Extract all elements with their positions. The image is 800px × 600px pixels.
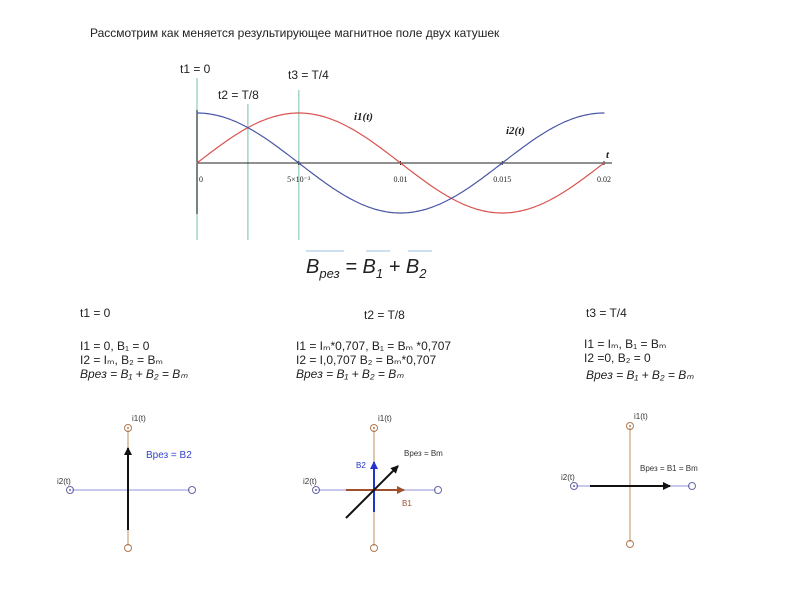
- case2-line2: I2 = I,0,707 B₂ = Bₘ*0,707: [296, 353, 437, 367]
- b-res-vector: [346, 466, 398, 518]
- series-label-i1: i1(t): [354, 111, 373, 123]
- b2-label: B2: [356, 461, 366, 470]
- case1-heading: t1 = 0: [80, 306, 111, 320]
- diagram-t3: [561, 412, 698, 548]
- formula-sub-res: рез: [319, 266, 340, 281]
- case2-line1: I1 = Iₘ*0,707, B₁ = Bₘ *0,707: [296, 339, 452, 353]
- x-tick-label: 5×10⁻³: [287, 175, 311, 184]
- page-title: Рассмотрим как меняется результирующее магнитное поле двух катушек: [90, 26, 500, 40]
- case1-line2: I2 = Iₘ, B₂ = Bₘ: [80, 353, 163, 367]
- x-tick-label: 0: [199, 175, 203, 184]
- case3-line2: I2 =0, B₂ = 0: [584, 351, 651, 365]
- axis-label-i2: i2(t): [561, 473, 575, 482]
- formula-plus: + B: [383, 256, 420, 278]
- x-tick-label: 0.01: [393, 175, 408, 184]
- case2-line3: Bрез = B₁ + B₂ = Bₘ: [296, 367, 404, 381]
- formula-sub-1: 1: [375, 266, 384, 281]
- case3-heading: t3 = T/4: [586, 306, 627, 320]
- vector-label: Bрез = Bm: [404, 449, 443, 458]
- case3-line1: I1 = Iₘ, B₁ = Bₘ: [584, 337, 667, 351]
- formula-eq: = B: [339, 256, 376, 278]
- x-tick-label: 0.015: [493, 175, 512, 184]
- x-tick-label: 0.02: [597, 175, 611, 184]
- time-mark-t2: t2 = T/8: [218, 88, 259, 102]
- vector-label: Врез = В2: [146, 450, 192, 461]
- time-mark-t1: t1 = 0: [180, 62, 211, 76]
- diagram-t1: [57, 414, 196, 552]
- time-mark-t3: t3 = T/4: [288, 68, 329, 82]
- case1-line1: I1 = 0, B₁ = 0: [80, 339, 150, 353]
- series-label-i2: i2(t): [506, 125, 525, 137]
- axis-label-i1: i1(t): [378, 414, 392, 423]
- axis-label-i1: i1(t): [634, 412, 648, 421]
- x-axis-label: t: [606, 149, 610, 161]
- case3-line3: Bрез = B₁ + B₂ = Bₘ: [586, 368, 694, 382]
- axis-label-i1: i1(t): [132, 414, 146, 423]
- vector-label: Врез = В1 = Вm: [640, 464, 698, 473]
- axis-label-i2: i2(t): [303, 477, 317, 486]
- b1-label: B1: [402, 499, 412, 508]
- axis-label-i2: i2(t): [57, 477, 71, 486]
- case2-heading: t2 = T/8: [364, 308, 405, 322]
- case1-line3: Bрез = B₁ + B₂ = Bₘ: [80, 367, 188, 381]
- formula-sub-2: 2: [419, 266, 427, 281]
- formula-b-res: B: [306, 256, 320, 278]
- diagram-t2: [303, 414, 443, 552]
